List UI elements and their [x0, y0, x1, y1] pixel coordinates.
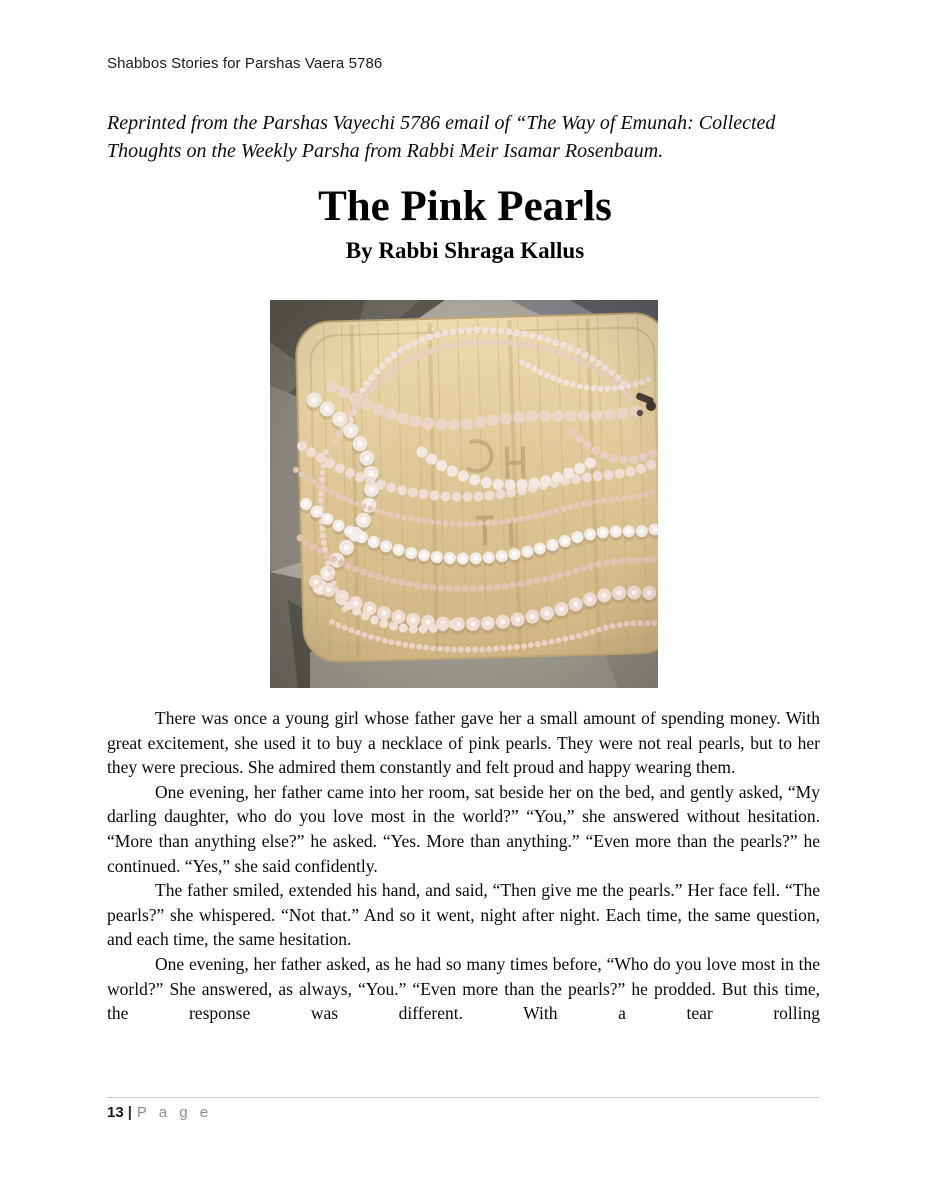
story-paragraph: One evening, her father asked, as he had so many times before, “Who do you love most in the world?” She answered, as always, “You.” “Even more than the pearls?” he prodded. But this time, the response was different. With a tear rolling	[107, 953, 820, 1024]
story-paragraph: There was once a young girl whose father gave her a small amount of spending money. With great excitement, she used it to buy a necklace of pink pearls. They were not real pearls, but to her they were precious. She admired them constantly and felt proud and happy wearing them.	[107, 708, 820, 778]
footer-separator: |	[127, 1104, 132, 1121]
story-paragraph: One evening, her father came into her room, sat beside her on the bed, and gently asked, “My darling daughter, who do you love most in the world?” “You,” she answered without hesitation. “More than anything else?” he asked. “Yes. More than anything.” “Even more than the pearls?” he continued. “Yes,” she said confidently.	[107, 781, 820, 876]
page-footer	[107, 1104, 212, 1121]
page-number: 13	[107, 1104, 124, 1121]
photo-vignette	[270, 300, 658, 688]
story-body	[107, 706, 820, 1026]
running-header: Shabbos Stories for Parshas Vaera 5786	[107, 55, 383, 72]
story-byline: By Rabbi Shraga Kallus	[345, 238, 585, 263]
story-title: The Pink Pearls	[318, 183, 612, 230]
story-paragraph: The father smiled, extended his hand, and said, “Then give me the pearls.” Her face fell. “The pearls?” she whispered. “Not that.” And so it went, night after night. Each time, the same question, and each time, the same hesitation.	[107, 880, 820, 950]
footer-page-word: P a g e	[136, 1104, 213, 1121]
pearls-photo	[270, 300, 658, 688]
footer-divider	[107, 1097, 820, 1098]
reprint-note: Reprinted from the Parshas Vayechi 5786 email of “The Way of Emunah: Collected Thoughts on the Weekly Parsha from Rabbi Meir Isamar Rosenbaum.	[107, 112, 776, 162]
